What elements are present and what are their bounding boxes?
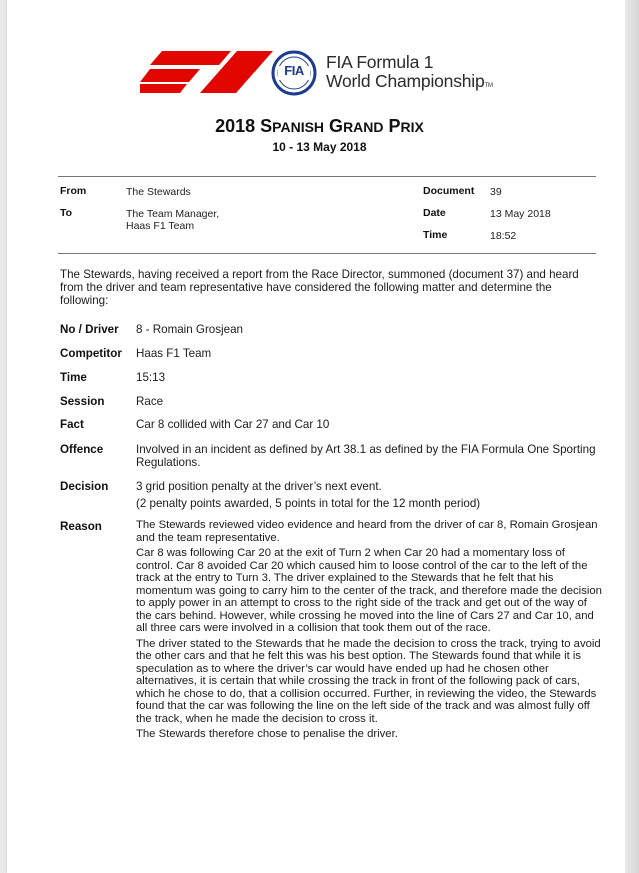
- logo-tm: TM: [484, 83, 493, 89]
- offence-value: Involved in an incident as defined by Art 38.1 as defined by the FIA Formula One Sporting Regulations.: [136, 443, 596, 469]
- driver-label: No / Driver: [60, 323, 119, 336]
- competitor-value: Haas F1 Team: [136, 347, 212, 360]
- time-value: 18:52: [490, 230, 517, 242]
- time-label: Time: [423, 229, 448, 241]
- to-label: To: [60, 207, 73, 219]
- fact-value: Car 8 collided with Car 27 and Car 10: [136, 418, 330, 431]
- page-edge-shadow: [625, 0, 639, 873]
- reason-paragraph-4: The Stewards therefore chose to penalise the driver.: [136, 728, 398, 740]
- logo-title-line2-text: World Championship: [326, 71, 485, 91]
- fia-badge-text: FIA: [284, 63, 304, 78]
- decision-line2: (2 penalty points awarded, 5 points in total for the 12 month period): [136, 497, 481, 510]
- decision-line1: 3 grid position penalty at the driver’s next event.: [136, 480, 382, 493]
- title-part-2: PANISH: [272, 119, 325, 135]
- fact-label: Fact: [60, 418, 84, 431]
- header-bottom-divider: [58, 253, 596, 254]
- title-part-6: RIX: [400, 119, 424, 135]
- to-value-line2: Haas F1 Team: [126, 219, 195, 232]
- reason-label: Reason: [60, 520, 102, 533]
- reason-paragraph-2: Car 8 was following Car 20 at the exit of Turn 2 when Car 20 had a momentary loss of control. Car 8 avoided Car 20 which caused him to loose control of the car to the left of the track at the entry to Turn 3. The driver explained to the Stewards that he felt that his momentum was going to carry him to the center of the track, and therefore made the decision to apply power in an attempt to cross to the right side of the track and get out of the way of the cars behind. However, while crossing he moved into the line of Cars 27 and Car 10, and all three cars were involved in a collision that took them out of the race.: [136, 547, 602, 634]
- to-value: [126, 209, 219, 232]
- document-label: Document: [423, 185, 475, 197]
- incident-time-value: 15:13: [136, 371, 166, 384]
- reason-paragraph-1: The Stewards reviewed video evidence and heard from the driver of car 8, Romain Grosjean and the team representative.: [136, 519, 598, 544]
- title-part-4: RAND: [343, 119, 384, 135]
- driver-value: 8 - Romain Grosjean: [136, 323, 243, 336]
- title-part-5: P: [388, 116, 401, 136]
- from-value: The Stewards: [126, 186, 191, 198]
- page-title: [7, 116, 632, 137]
- session-label: Session: [60, 395, 105, 408]
- logo-title-line1: FIA Formula 1: [326, 52, 434, 72]
- decision-label: Decision: [60, 480, 109, 493]
- reason-paragraph-3: The driver stated to the Stewards that he made the decision to cross the track, trying to avoid the other cars and that he felt this was his best option. The Stewards found that while it is speculation as to where the driver’s car would have ended up had he chosen other alternatives, it is certain that while crossing the track in front of the following pack of cars, which he chose to do, that a collision occurred. Further, in reviewing the video, the Stewards found that the car was following the line on the left side of the track and was almost fully off the track, when he made the decision to cross it.: [136, 637, 601, 725]
- reason-text: [136, 519, 602, 744]
- title-part-3: G: [329, 116, 344, 136]
- incident-time-label: Time: [60, 371, 87, 384]
- document-page: [7, 0, 625, 873]
- title-part-1: 2018 S: [215, 116, 273, 136]
- offence-label: Offence: [60, 443, 104, 456]
- logo-title-line2: [326, 71, 493, 92]
- date-label: Date: [423, 207, 446, 219]
- date-value: 13 May 2018: [490, 208, 551, 220]
- from-label: From: [60, 185, 87, 197]
- to-value-line1: The Team Manager,: [126, 208, 220, 220]
- event-dates: 10 - 13 May 2018: [272, 140, 367, 154]
- intro-paragraph: The Stewards, having received a report from the Race Director, summoned (document 37) and heard from the driver and team representative have considered the following matter and determine the following:: [60, 268, 579, 307]
- f1-logo-icon: [140, 51, 275, 93]
- header-top-divider: [58, 176, 596, 177]
- competitor-label: Competitor: [60, 347, 122, 360]
- document-value: 39: [490, 186, 502, 198]
- f1-fia-logo: [140, 45, 530, 101]
- session-value: Race: [136, 395, 164, 408]
